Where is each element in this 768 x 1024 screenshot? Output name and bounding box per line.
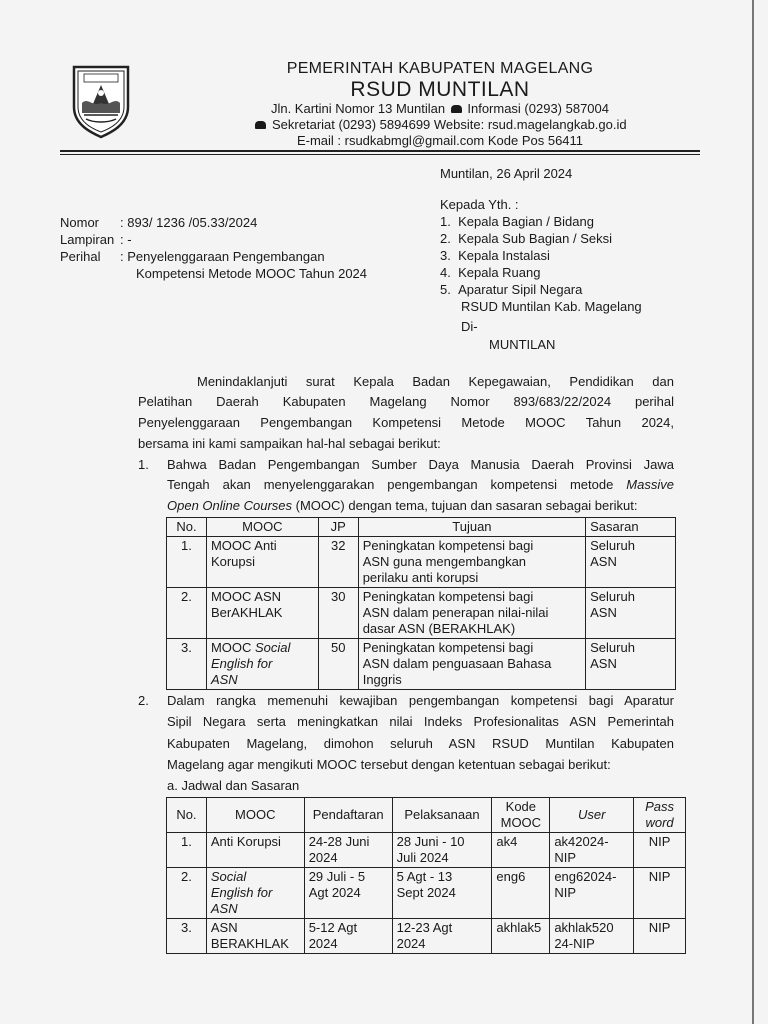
cell-user: eng62024- NIP: [550, 868, 634, 919]
recipient-item: 2. Kepala Sub Bagian / Seksi: [440, 231, 613, 246]
mooc-theme-table: [166, 517, 676, 690]
cell-kode: akhlak5: [492, 919, 550, 954]
cell-pendaftaran: 5-12 Agt 2024: [304, 919, 392, 954]
recipients-place: MUNTILAN: [489, 337, 556, 352]
column-header: No.: [167, 518, 207, 537]
table-row: [167, 639, 676, 690]
cell-no: 1.: [167, 537, 207, 588]
perihal-value-line-2: Kompetensi Metode MOOC Tahun 2024: [136, 266, 368, 281]
lampiran-value: : -: [120, 232, 132, 247]
cell-tujuan: Peningkatan kompetensi bagi ASN guna mengembangkan perilaku anti korupsi: [358, 537, 585, 588]
point-2-line-2: Sipil Negara serta meningkatkan nilai Indeks Profesionalitas ASN Pemerintah: [167, 714, 674, 729]
column-header: Sasaran: [586, 518, 676, 537]
table-row: [167, 537, 676, 588]
perihal-label: Perihal: [60, 249, 101, 264]
point-2-line-4: Magelang agar mengikuti MOOC tersebut dengan ketentuan sebagai berikut:: [167, 757, 611, 772]
lampiran-label: Lampiran: [60, 232, 115, 247]
table-row: [167, 833, 686, 868]
address-line-1: Jln. Kartini Nomor 13 Muntilan Informasi (0293) 587004: [270, 101, 610, 116]
column-header: Pendaftaran: [304, 798, 392, 833]
telephone-icon: [451, 105, 462, 113]
cell-sasaran: Seluruh ASN: [586, 639, 676, 690]
recipient-item: 1. Kepala Bagian / Bidang: [440, 214, 594, 229]
header-rule-thick: [60, 150, 700, 152]
cell-pass: NIP: [634, 919, 686, 954]
cell-user: akhlak520 24-NIP: [550, 919, 634, 954]
intro-line-1: Menindaklanjuti surat Kepala Badan Kepegawaian, Pendidikan dan: [197, 374, 674, 389]
schedule-table: [166, 797, 686, 954]
government-name: PEMERINTAH KABUPATEN MAGELANG: [286, 60, 594, 77]
intro-line-4: bersama ini kami sampaikan hal-hal sebagai berikut:: [138, 436, 441, 451]
point-1-number: 1.: [138, 457, 149, 472]
cell-user: ak42024- NIP: [550, 833, 634, 868]
point-1-line-1: Bahwa Badan Pengembangan Sumber Daya Manusia Daerah Provinsi Jawa: [167, 457, 674, 472]
table-header-row: [167, 518, 676, 537]
perihal-value: : Penyelenggaraan Pengembangan: [120, 249, 325, 264]
point-2-line-1: Dalam rangka memenuhi kewajiban pengembangan kompetensi bagi Aparatur: [167, 693, 674, 708]
intro-line-3: Penyelenggaraan Pengembangan Kompetensi Metode MOOC Tahun 2024,: [138, 415, 674, 430]
cell-mooc: MOOC Social English for ASN: [206, 639, 318, 690]
cell-jp: 32: [318, 537, 358, 588]
letterhead-contact: [180, 101, 700, 149]
nomor-label: Nomor: [60, 215, 100, 230]
table-row: [167, 919, 686, 954]
cell-jp: 30: [318, 588, 358, 639]
address-line-2: Sekretariat (0293) 5894699 Website: rsud.magelangkab.go.id: [180, 117, 700, 133]
cell-sasaran: Seluruh ASN: [586, 588, 676, 639]
recipients-heading: Kepada Yth. :: [440, 197, 519, 212]
cell-no: 2.: [167, 868, 207, 919]
cell-mooc: MOOC Anti Korupsi: [206, 537, 318, 588]
cell-no: 1.: [167, 833, 207, 868]
cell-pelaksanaan: 5 Agt - 13 Sept 2024: [392, 868, 492, 919]
recipients-di: Di-: [461, 319, 478, 334]
point-2-line-3: Kabupaten Magelang, dimohon seluruh ASN RSUD Muntilan Kabupaten: [167, 736, 674, 751]
column-header: Pass word: [634, 798, 686, 833]
column-header: Pelaksanaan: [392, 798, 492, 833]
recipient-item: 5. Aparatur Sipil Negara: [440, 282, 583, 297]
column-header: User: [550, 798, 634, 833]
cell-no: 2.: [167, 588, 207, 639]
recipient-item: 3. Kepala Instalasi: [440, 248, 550, 263]
cell-mooc: Anti Korupsi: [206, 833, 304, 868]
cell-tujuan: Peningkatan kompetensi bagi ASN dalam penguasaan Bahasa Inggris: [358, 639, 585, 690]
nomor-value: : 893/ 1236 /05.33/2024: [120, 215, 258, 230]
point-1-line-2: Tengah akan menyelenggarakan pengembangan kompetensi metode Massive: [167, 477, 674, 492]
column-header: MOOC: [206, 518, 318, 537]
cell-jp: 50: [318, 639, 358, 690]
table-row: [167, 588, 676, 639]
header-rule-thin: [60, 154, 700, 155]
scan-edge-line: [752, 0, 754, 1024]
table-header-row: [167, 798, 686, 833]
cell-kode: eng6: [492, 868, 550, 919]
letter-date: Muntilan, 26 April 2024: [440, 166, 573, 181]
intro-line-2: Pelatihan Daerah Kabupaten Magelang Nomor 893/683/22/2024 perihal: [138, 394, 674, 409]
table-row: [167, 868, 686, 919]
cell-pass: NIP: [634, 868, 686, 919]
cell-mooc: ASN BERAKHLAK: [206, 919, 304, 954]
recipient-item: 4. Kepala Ruang: [440, 265, 541, 280]
cell-kode: ak4: [492, 833, 550, 868]
sub-heading-a: a. Jadwal dan Sasaran: [167, 778, 300, 793]
column-header: No.: [167, 798, 207, 833]
cell-no: 3.: [167, 919, 207, 954]
point-2-number: 2.: [138, 693, 149, 708]
cell-tujuan: Peningkatan kompetensi bagi ASN dalam penerapan nilai-nilai dasar ASN (BERAKHLAK): [358, 588, 585, 639]
cell-pendaftaran: 24-28 Juni 2024: [304, 833, 392, 868]
cell-sasaran: Seluruh ASN: [586, 537, 676, 588]
column-header: Kode MOOC: [492, 798, 550, 833]
point-1-line-3: Open Online Courses (MOOC) dengan tema, tujuan dan sasaran sebagai berikut:: [167, 498, 638, 513]
telephone-icon: [255, 121, 266, 129]
cell-no: 3.: [167, 639, 207, 690]
cell-pelaksanaan: 28 Juni - 10 Juli 2024: [392, 833, 492, 868]
recipient-item-5-line-2: RSUD Muntilan Kab. Magelang: [461, 299, 642, 314]
cell-pass: NIP: [634, 833, 686, 868]
cell-pelaksanaan: 12-23 Agt 2024: [392, 919, 492, 954]
column-header: Tujuan: [358, 518, 585, 537]
address-line-3: E-mail : rsudkabmgl@gmail.com Kode Pos 56411: [296, 133, 584, 148]
column-header: MOOC: [206, 798, 304, 833]
cell-mooc: MOOC ASN BerAKHLAK: [206, 588, 318, 639]
hospital-name: RSUD MUNTILAN: [350, 78, 530, 101]
cell-mooc: Social English for ASN: [206, 868, 304, 919]
regency-emblem-logo: [70, 63, 132, 139]
cell-pendaftaran: 29 Juli - 5 Agt 2024: [304, 868, 392, 919]
column-header: JP: [318, 518, 358, 537]
